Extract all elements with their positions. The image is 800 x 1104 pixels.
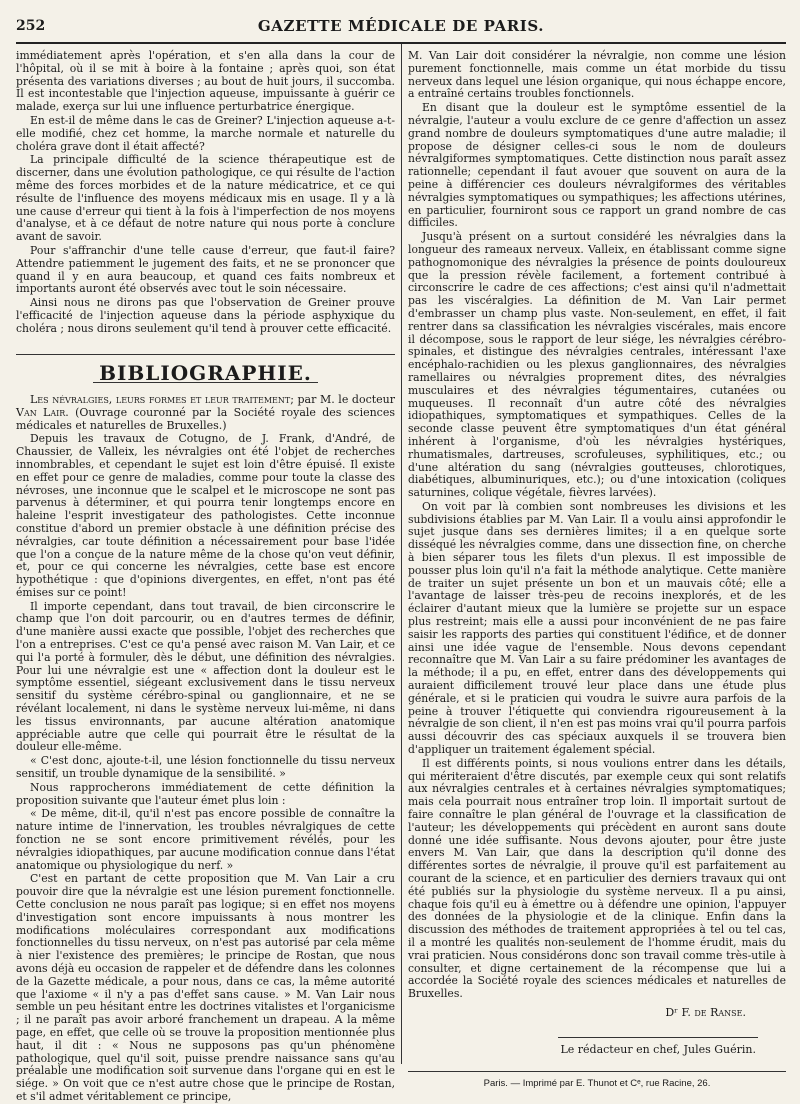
paragraph: « De même, dit-il, qu'il n'est pas encore possible de connaître la nature intime de l'innervation, les troubles névralgiques de cette fonction ne se sont encore primitivement révélés, pour les névralgies idiopathiques, par aucune modification connue dans l'état anatomique ou physiologique du nerf. » [16,807,395,872]
review-title: Les névralgies, leurs formes et leur traitement [30,393,291,407]
paragraph: Il est différents points, si nous voulions entrer dans les détails, qui mériteraient d'être discutés, par exemple ceux qui sont relatifs aux névralgies centrales et à certaines névralgies symptomatiques; mais cela pourrait nous entraîner trop loin. Il importait surtout de faire connaître le plan général de l'ouvrage et la classification de l'auteur; les développements qui précèdent en auront sans doute donné une idée suffisante. Nous devons ajouter, pour être juste envers M. Van Lair, que dans la description qu'il donne des différentes sortes de névralgie, il prouve qu'il est parfaitement au courant de la science, et en particulier des derniers travaux qui ont été publiés sur la physiologie du système nerveux. Il a pu ainsi, chaque fois qu'il eu à émettre ou à défendre une opinion, l'appuyer des données de la physiologie et de la clinique. Enfin dans la discussion des méthodes de traitement appropriées à tel ou tel cas, il a montré les qualités non-seulement de l'homme érudit, mais du vrai praticien. Nous considérons donc son travail comme très-utile à consulter, et digne certainement de la récompense que lui a accordée la Société royale des sciences médicales et naturelles de Bruxelles. [408,756,786,1001]
review-author: Van Lair [16,406,66,420]
paragraph: Nous rapprocherons immédiatement de cette définition la proposition suivante que l'auteur émet plus loin : [16,780,395,807]
journal-title: GAZETTE MÉDICALE DE PARIS. [257,17,545,35]
left-column [16,44,401,1103]
paragraph: On voit par là combien sont nombreuses les divisions et les subdivisions établies par M. Van Lair. Il a voulu ainsi approfondir le sujet jusque dans ses dernières limites; il a en quelque sorte disséqué les névralgies comme, dans une dissection fine, on cherche à bien séparer tous les filets d'un plexus. Il est impossible de pousser plus loin qu'il n'a fait la méthode analytique. Cette manière de traiter un sujet présente un bon et un mauvais côté; elle a l'avantage de laisser très-peu de recoins inexplorés, et de les éclairer d'autant mieux que la lumière se projette sur un espace plus restreint; mais elle a aussi pour inconvénient de ne pas faire saisir les rapports des parties qui constituent l'édifice, et de donner ainsi une idée vague de l'ensemble. Nous devons cependant reconnaître que M. Van Lair a su faire prédominer les avantages de la méthode; il a pu, en effet, entrer dans des développements qui auraient difficilement trouvé leur place dans une étude plus générale, et si le praticien qui voudra le suivre aura parfois de la peine à trouver l'étiquette qui conviendra rigoureusement à la névralgie de son client, il n'en est pas moins vrai qu'il pourra parfois aussi découvrir des cas spéciaux auxquels il se trouvera bien d'appliquer un traitement également spécial. [408,499,786,757]
paragraph: immédiatement après l'opération, et s'en alla dans la cour de l'hôpital, où il se mit à boire à la fontaine ; après quoi, son état présenta des variations diverses ; au bout de huit jours, il succomba. Il est incontestable que l'injection aqueuse, impuissante à guérir ce malade, exerça sur lui une influence perturbatrice énergique. [16,49,395,114]
paragraph: Pour s'affranchir d'une telle cause d'erreur, que faut-il faire? Attendre patiemment le jugement des faits, et ne se prononcer que quand il y en aura beaucoup, et quand ces faits nombreux et importants auront été observés avec tout le soin nécessaire. [16,243,395,296]
paragraph: En est-il de même dans le cas de Greiner? L'injection aqueuse a-t-elle modifié, chez cet homme, la marche normale et naturelle du choléra grave dont il était affecté? [16,113,395,153]
review-note: . (Ouvrage couronné par la Société royale des sciences médicales et naturelles de Bruxelles.) [16,406,395,433]
paragraph: Ainsi nous ne dirons pas que l'observation de Greiner prouve l'efficacité de l'injection aqueuse dans la période asphyxique du choléra ; nous dirons seulement qu'il tend à prouver cette efficacité. [16,296,395,335]
printer-imprint: Paris. — Imprimé par E. Thunot et Cᵉ, rue Racine, 26. [483,1077,711,1089]
review-signature: Dʳ F. de Ranse. [665,1005,746,1019]
page-number: 252 [16,18,46,34]
paragraph: La principale difficulté de la science thérapeutique est de discerner, dans une évolution pathologique, ce qui résulte de l'action même des forces morbides et de la nature médicatrice, et ce qui résulte de l'influence des moyens médicaux mis en usage. Il y a là une cause d'erreur qui tient à la fois à l'imperfection de nos moyens d'analyse, et à ce défaut de notre nature qui nous porte à conclure avant de savoir. [16,153,395,244]
paragraph: Jusqu'à présent on a surtout considéré les névralgies dans la longueur des rameaux nerveux. Valleix, en établissant comme signe pathognomonique des névralgies la présence de points douloureux que la pression révèle facilement, a fortement contribué à circonscrire le cadre de ces affections; c'est ainsi qu'il n'admettait pas les viscéralgies. La définition de M. Van Lair permet d'embrasser un champ plus vaste. Non-seulement, en effet, il fait rentrer dans sa classification les névralgies viscérales, mais encore il décompose, sous le rapport de leur siége, les névralgies cérébro-spinales, et distingue des névralgies centrales, intéressant l'axe encéphalo-rachidien ou les plexus ganglionnaires, des névralgies ramellaires ou névralgies proprement dites, des névralgies musculaires et des névralgies tégumentaires, cutanées ou muqueuses. Il reconnaît d'un autre côté des névralgies idiopathiques, symptomatiques et sympathiques. Celles de la seconde classe peuvent être symptomatiques d'un état général inhérent à l'organisme, d'où les névralgies hystériques, rhumatismales, dartreuses, scrofuleuses, syphilitiques, etc.; ou d'une altération du sang (névralgies goutteuses, chlorotiques, diabétiques, albuminuriques, etc.); ou d'une intoxication (coliques saturnines, colique végétale, fièvres larvées). [408,230,786,500]
right-column [401,44,786,1089]
paragraph: En disant que la douleur est le symptôme essentiel de la névralgie, l'auteur a voulu exclure de ce genre d'affection un assez grand nombre de douleurs symptomatiques d'une autre maladie; il propose de désigner celles-ci sous le nom de douleurs névralgiformes symptomatiques. Cette distinction nous paraît assez rationnelle; cependant il faut avouer que souvent on aura de la peine à différencier ces douleurs névralgiformes des véritables névralgies symptomatiques ou sympathiques; les affections utérines, en particulier, fourniront sous ce rapport un grand nombre de cas difficiles. [408,101,786,230]
paragraph: M. Van Lair doit considérer la névralgie, non comme une lésion purement fonctionnelle, mais comme un état morbide du tissu nerveux dans lequel une lésion organique, qui nous échappe encore, a entraîné certains troubles fonctionnels. [408,49,786,101]
paragraph: Depuis les travaux de Cotugno, de J. Frank, d'André, de Chaussier, de Valleix, les névralgies ont été l'objet de recherches innombrables, et cependant le sujet est loin d'être épuisé. Il existe en effet pour ce genre de maladies, comme pour toute la classe des névroses, une inconnue que le scalpel et le microscope ne sont pas parvenus à déterminer, et qui pourra tenir longtemps encore en haleine l'esprit investigateur des pathologistes. Cette inconnue constitue d'abord un premier obstacle à une définition précise des névralgies, car toute définition a nécessairement pour base l'idée que l'on a conçue de la nature même de la chose qu'on veut définir, et, pour ce qui concerne les névralgies, cette base est encore hypothétique : que d'opinions divergentes, en effet, n'ont pas été émises sur ce point! [16,432,395,599]
divider [558,1026,758,1038]
paragraph: Il importe cependant, dans tout travail, de bien circonscrire le champ que l'on doit parcourir, ou en d'autres termes de définir, d'une manière aussi exacte que possible, l'objet des recherches que l'on a entreprises. C'est ce qu'a pensé avec raison M. Van Lair, et ce qui l'a porté à formuler, dès le début, une définition des névralgies. Pour lui une névralgie est une « affection dont la douleur est le symptôme essentiel, siégeant exclusivement dans le tissu nerveux sensitif du système cérébro-spinal ou ganglionnaire, et ne se révélant localement, ni dans le système nerveux lui-même, ni dans les tissus environnants, par aucune altération anatomique appréciable autre que celle qui pourrait être le résultat de la douleur elle-même. [16,599,395,754]
divider [408,1071,786,1072]
two-column-body [16,44,786,1103]
section-heading-text: BIBLIOGRAPHIE. [93,367,318,384]
paragraph: « C'est donc, ajoute-t-il, une lésion fonctionnelle du tissu nerveux sensitif, un trouble dynamique de la sensibilité. » [16,754,395,781]
review-by: ; par M. le docteur [290,393,396,407]
paragraph: C'est en partant de cette proposition que M. Van Lair a cru pouvoir dire que la névralgie est une lésion purement fonctionnelle. Cette conclusion ne nous paraît pas logique; si en effet nos moyens d'investigation sont encore impuissants à nous montrer les modifications moléculaires correspondant aux modifications fonctionnelles du tissu nerveux, on n'est pas autorisé par cela même à nier l'existence des premières; le principe de Rostan, que nous avons déjà eu occasion de rappeler et de défendre dans les colonnes de la Gazette médicale, a pour nous, dans ce cas, la même autorité que l'axiome « il n'y a pas d'effet sans cause. » M. Van Lair nous semble un peu hésitant entre les doctrines vitalistes et l'organicisme ; il ne paraît pas avoir arboré franchement un drapeau. A la même page, en effet, que celle où se trouve la proposition mentionnée plus haut, il dit : « Nous ne supposons pas qu'un phénomène pathologique, quel qu'il soit, puisse prendre naissance sans qu'au préalable une modification soit survenue dans l'organe qui en est le siége. » On voit que ce n'est autre chose que le principe de Rostan, et s'il admet véritablement ce principe, [16,872,395,1103]
section-heading [16,354,395,384]
editor-line: Le rédacteur en chef, Jules Guérin. [560,1042,756,1056]
review-header [16,393,395,432]
page-header [16,10,786,44]
